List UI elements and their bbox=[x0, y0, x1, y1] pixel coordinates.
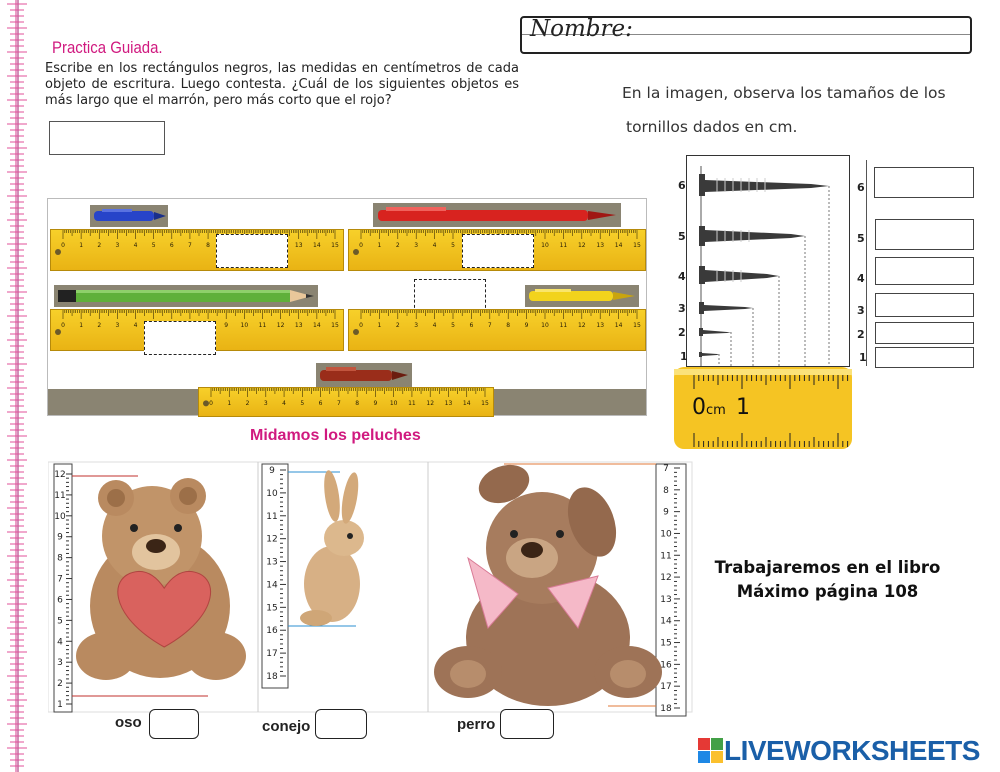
ruler-number: 10 bbox=[389, 400, 398, 407]
centimeter-ruler bbox=[674, 367, 852, 449]
plush-ruler-number: 11 bbox=[266, 511, 278, 522]
liveworksheets-logo-icon bbox=[698, 738, 724, 764]
screw-label-left-5: 5 bbox=[678, 230, 686, 243]
answer-box-screw-1[interactable] bbox=[875, 347, 974, 368]
oso-label: oso bbox=[115, 714, 142, 731]
ruler-number: 14 bbox=[614, 242, 623, 249]
plush-ruler-number: 18 bbox=[660, 704, 672, 714]
red-pen-icon bbox=[376, 205, 622, 225]
ruler-number: 1 bbox=[377, 322, 382, 329]
answer-box-question[interactable] bbox=[49, 121, 165, 155]
plush-ruler-number: 7 bbox=[663, 464, 669, 474]
screw-label-right-6: 6 bbox=[857, 181, 865, 194]
plush-ruler-number: 8 bbox=[663, 485, 669, 496]
plush-ruler-number: 1 bbox=[57, 700, 63, 710]
answer-box-oso[interactable] bbox=[149, 709, 199, 739]
ruler-number: 11 bbox=[559, 322, 568, 329]
ruler-number: 6 bbox=[318, 400, 323, 407]
ruler-number: 1 bbox=[377, 242, 382, 249]
answer-box-green-pencil[interactable] bbox=[144, 321, 216, 355]
ruler-number: 10 bbox=[240, 322, 249, 329]
ruler-number: 5 bbox=[451, 322, 455, 329]
ruler-unit-label: cm bbox=[706, 403, 726, 418]
plush-ruler-number: 6 bbox=[57, 595, 63, 606]
screws-illustration bbox=[687, 156, 849, 366]
plush-ruler-number: 5 bbox=[57, 616, 63, 627]
ruler-number: 14 bbox=[614, 322, 623, 329]
ruler-number: 7 bbox=[336, 400, 341, 407]
rulers-panel bbox=[47, 198, 647, 416]
ruler-4 bbox=[348, 309, 646, 351]
ruler-number: 0 bbox=[359, 242, 363, 249]
name-label: Nombre: bbox=[530, 16, 633, 42]
answer-box-red-pen[interactable] bbox=[462, 234, 534, 268]
ruler-number: 12 bbox=[426, 400, 435, 407]
ruler-one-label: 1 bbox=[736, 395, 750, 420]
plush-ruler-number: 12 bbox=[660, 573, 672, 584]
answer-box-blue-pen[interactable] bbox=[216, 234, 288, 268]
ruler-zero-label: 0 bbox=[692, 395, 706, 420]
ruler-number: 0 bbox=[61, 322, 65, 329]
ruler-number: 10 bbox=[541, 242, 549, 249]
page-title: Practica Guiada. bbox=[52, 38, 163, 57]
ruler-number: 15 bbox=[331, 322, 339, 329]
answer-box-screw-5[interactable] bbox=[875, 219, 974, 250]
plush-ruler-number: 13 bbox=[266, 557, 278, 568]
screw-label-right-1: 1 bbox=[859, 351, 867, 364]
screw-boxes-divider bbox=[866, 160, 867, 366]
ruler-number: 12 bbox=[276, 322, 285, 329]
plush-ruler-number: 13 bbox=[660, 594, 672, 605]
ruler-number: 13 bbox=[596, 242, 605, 249]
ruler-number: 6 bbox=[469, 322, 474, 329]
object-strip bbox=[494, 389, 646, 415]
ruler-number: 5 bbox=[151, 242, 156, 249]
plush-ruler-number: 10 bbox=[266, 488, 278, 499]
plush-ruler-number: 11 bbox=[660, 551, 672, 562]
ruler-1 bbox=[50, 229, 344, 271]
screw-label-left-1: 1 bbox=[680, 350, 688, 363]
plush-ruler-number: 14 bbox=[660, 616, 672, 627]
screw-label-right-4: 4 bbox=[857, 272, 865, 285]
ruler-number: 14 bbox=[462, 400, 471, 407]
answer-box-screw-2[interactable] bbox=[875, 322, 974, 344]
decorative-border bbox=[0, 0, 34, 772]
ruler-number: 15 bbox=[633, 322, 641, 329]
screw-label-left-6: 6 bbox=[678, 179, 686, 192]
ruler-number: 7 bbox=[188, 242, 192, 249]
ruler-number: 12 bbox=[577, 242, 586, 249]
plush-ruler-number: 18 bbox=[266, 672, 278, 682]
screws-panel bbox=[686, 155, 850, 367]
ruler-number: 0 bbox=[209, 400, 213, 407]
ruler-number: 9 bbox=[524, 322, 529, 329]
screw-label-left-4: 4 bbox=[678, 270, 686, 283]
ruler-number: 15 bbox=[481, 400, 489, 407]
ruler-number: 1 bbox=[79, 322, 84, 329]
ruler-number: 8 bbox=[506, 322, 511, 329]
ruler-number: 4 bbox=[432, 242, 437, 249]
ruler-number: 1 bbox=[79, 242, 84, 249]
screw-label-right-5: 5 bbox=[857, 232, 865, 245]
ruler-number: 4 bbox=[432, 322, 437, 329]
screws-text-line1: En la imagen, observa los tamaños de los bbox=[622, 84, 946, 102]
plush-panel bbox=[48, 458, 698, 718]
object-strip bbox=[48, 389, 198, 415]
plush-ruler-number: 17 bbox=[266, 649, 278, 660]
plush-ruler-number: 9 bbox=[269, 466, 275, 476]
plush-ruler-number: 15 bbox=[266, 603, 278, 614]
ruler-number: 1 bbox=[227, 400, 232, 407]
ruler-number: 0 bbox=[359, 322, 363, 329]
ruler-number: 13 bbox=[444, 400, 453, 407]
book-note bbox=[700, 556, 955, 604]
blue-pen-icon bbox=[92, 207, 168, 225]
plush-ruler-number: 4 bbox=[57, 637, 63, 648]
ruler-number: 7 bbox=[487, 322, 492, 329]
ruler-number: 11 bbox=[408, 400, 416, 407]
plush-ruler-number: 12 bbox=[54, 470, 66, 480]
ruler-number: 6 bbox=[169, 242, 174, 249]
screw-label-right-2: 2 bbox=[857, 328, 865, 341]
conejo-label: conejo bbox=[262, 718, 311, 735]
plush-ruler-number: 11 bbox=[54, 490, 66, 501]
ruler-number: 9 bbox=[373, 400, 378, 407]
ruler-number: 15 bbox=[633, 242, 641, 249]
plush-ruler-number: 7 bbox=[57, 574, 63, 585]
ruler-number: 9 bbox=[224, 322, 229, 329]
ruler-number: 10 bbox=[541, 322, 549, 329]
ruler-number: 3 bbox=[115, 242, 120, 249]
ruler-number: 4 bbox=[282, 400, 286, 407]
plush-ruler-number: 16 bbox=[660, 660, 672, 671]
ruler-number: 3 bbox=[414, 242, 419, 249]
plush-ruler-number: 10 bbox=[54, 511, 66, 522]
plush-ruler-number: 16 bbox=[266, 626, 278, 637]
screws-text-line2: tornillos dados en cm. bbox=[626, 118, 798, 136]
ruler-number: 2 bbox=[395, 242, 400, 249]
ruler-number: 8 bbox=[206, 242, 210, 249]
plush-ruler-number: 10 bbox=[660, 529, 672, 540]
plush-ruler-number: 9 bbox=[57, 532, 63, 543]
book-line1: Trabajaremos en el libro bbox=[714, 558, 941, 577]
green-pencil-icon bbox=[56, 287, 320, 305]
ruler-number: 5 bbox=[300, 400, 305, 407]
ruler-number: 11 bbox=[258, 322, 267, 329]
plush-ruler-number: 3 bbox=[57, 658, 63, 669]
plush-ruler-number: 14 bbox=[266, 580, 278, 591]
answer-box-screw-3[interactable] bbox=[875, 293, 974, 317]
ruler-number: 14 bbox=[313, 322, 321, 329]
ruler-number: 15 bbox=[331, 242, 339, 249]
screws-instructions bbox=[622, 76, 962, 144]
answer-box-screw-4[interactable] bbox=[875, 257, 974, 285]
perro-label: perro bbox=[457, 716, 496, 733]
ruler-number: 4 bbox=[133, 242, 138, 249]
yellow-pen-icon bbox=[527, 287, 639, 305]
answer-box-conejo[interactable] bbox=[315, 709, 367, 739]
book-line2: Máximo página 108 bbox=[736, 582, 919, 601]
screw-label-left-3: 3 bbox=[678, 302, 686, 315]
ruler-number: 12 bbox=[577, 322, 586, 329]
ruler-number: 2 bbox=[395, 322, 400, 329]
ruler-number: 3 bbox=[115, 322, 120, 329]
screw-label-right-3: 3 bbox=[857, 304, 865, 317]
ruler-number: 13 bbox=[596, 322, 605, 329]
ruler-number: 8 bbox=[355, 400, 360, 407]
ruler-number: 0 bbox=[61, 242, 65, 249]
ruler-number: 2 bbox=[97, 242, 102, 249]
plush-ruler-number: 15 bbox=[660, 638, 672, 649]
plush-title: Midamos los peluches bbox=[250, 427, 421, 444]
plush-ruler-number: 2 bbox=[57, 679, 63, 690]
answer-box-screw-6[interactable] bbox=[874, 167, 974, 198]
plush-ruler-number: 12 bbox=[266, 534, 278, 545]
ruler-number: 13 bbox=[294, 242, 303, 249]
ruler-number: 4 bbox=[133, 322, 138, 329]
screw-label-left-2: 2 bbox=[678, 326, 686, 339]
ruler-number: 11 bbox=[559, 242, 568, 249]
answer-box-perro[interactable] bbox=[500, 709, 554, 739]
brand-watermark: LIVEWORKSHEETS bbox=[724, 735, 980, 766]
plush-ruler-number: 17 bbox=[660, 682, 672, 693]
ruler-number: 5 bbox=[451, 242, 455, 249]
answer-box-yellow-pen[interactable] bbox=[414, 279, 486, 313]
ruler-number: 14 bbox=[313, 242, 321, 249]
ruler-5 bbox=[198, 387, 494, 417]
ruler-number: 2 bbox=[97, 322, 102, 329]
ruler-number: 2 bbox=[245, 400, 250, 407]
brown-pen-icon bbox=[318, 365, 412, 385]
plush-ruler-number: 8 bbox=[57, 553, 63, 564]
ruler-number: 3 bbox=[414, 322, 419, 329]
ruler-number: 3 bbox=[263, 400, 268, 407]
instructions-text: Escribe en los rectángulos negros, las medidas en centímetros de cada objeto de escritura. Luego contesta. ¿Cuál de los siguientes objetos es más largo que el marrón, pero más corto que el rojo? bbox=[45, 61, 519, 108]
ruler-number: 13 bbox=[294, 322, 303, 329]
plush-ruler-number: 9 bbox=[663, 507, 669, 518]
